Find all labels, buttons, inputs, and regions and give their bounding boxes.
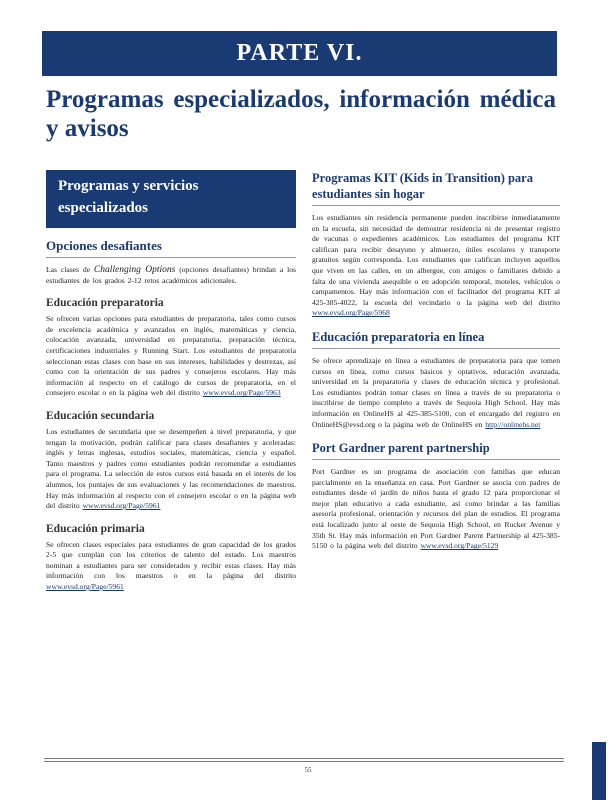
- kit-program-text: [312, 213, 560, 319]
- left-column: [46, 170, 296, 603]
- heading-kit-program: Programas KIT (Kids in Transition) para estudiantes sin hogar: [312, 171, 533, 201]
- text-part: Los estudiantes sin residencia permanente pueden inscribirse inmediatamente en la escuela, sin necesidad de demostrar residencia ni de presentar registro de vacunas o expedientes académicos. Los estudiantes del programa KIT califican para recibir desayuno y almuerzo, útiles escolares y transporte gratuitos según corresponda. Los estudiantes que califican incluyen aquellos que viven en las calles, en un albergue, con amigos o familiares debido a falta de una vivienda asequible o en adopción temporal, moteles, vehículos o campamentos. Hay más información con el facilitador del programa KIT al 425-385-4022, la escuela del vecindario o la página web del distrito: [312, 213, 560, 307]
- footer-rule-top: [44, 758, 564, 759]
- heading-rule: [46, 257, 296, 258]
- footer-rule-bottom: [44, 761, 564, 762]
- heading-online-high-school: Educación preparatoria en línea: [312, 329, 485, 344]
- port-gardner-link[interactable]: www.evsd.org/Page/5129: [420, 541, 499, 551]
- kit-program-link[interactable]: www.evsd.org/Page/5968: [312, 308, 390, 318]
- text-part: Se ofrecen clases especiales para estudiantes de gran capacidad de los grados 2-5 que cumplan con los criterios de talento del estado. Los maestros nominan a estudiantes para ser considerados y recibir estas clases. Hay más información con los maestros o en la página del distrito: [46, 539, 296, 581]
- text-part: Las clases de: [46, 265, 94, 274]
- port-gardner-text: [312, 467, 560, 552]
- elementary-text: [46, 540, 296, 593]
- program-name-italic: Challenging Options: [93, 265, 176, 275]
- middle-school-link[interactable]: www.evsd.org/Page/5961: [82, 501, 161, 511]
- page-title: Programas especializados, información médica y avisos: [46, 86, 556, 142]
- challenging-options-text: [46, 265, 296, 286]
- heading-elementary: Educación primaria: [46, 522, 145, 535]
- right-column: [312, 170, 560, 562]
- page-number: 55: [304, 766, 312, 774]
- heading-challenging-options: Opciones desafiantes: [46, 238, 162, 253]
- text-part: Port Gardner es un programa de asociación con familias que educan parcialmente en la enseñanza en casa. Port Gardner se asocia con padres de estudiantes desde el jardín de niños hasta el grado 12 para proporcionar el mejor plan educativo a cada estudiante, así como brindar a las familias asesoría profesional, orientación y recursos del plan de estudios. El programa está localizado junto al oeste de Sequoia High School, en Rucker Avenue y 35th St. Hay más información en Port Gardner Parent Partnership al 425-385-5150 o la página web del distrito: [312, 467, 560, 551]
- part-banner: PARTE VI.: [42, 31, 557, 76]
- heading-rule: [312, 459, 560, 460]
- high-school-text: [46, 314, 296, 399]
- online-high-school-text: [312, 356, 560, 430]
- text-part: (opciones desafiantes) brindan a los estudiantes de los grados 2-12 retos académicos adicionales.: [46, 265, 296, 285]
- section-box-title: Programas y servicios especializados: [46, 170, 296, 228]
- middle-school-text: [46, 427, 296, 512]
- text-part: Se ofrece aprendizaje en línea a estudiantes de preparatoria para que tomen cursos en línea, como cursos básicos y optativos, educación avanzada, universidad en la preparatoria y clases de educación técnica y profesional. Los estudiantes podrán tomar clases en línea a través de su preparatoria o inscribirse de tiempo completo a través de Sequoia High School. Hay más información en OnlineHS al 425-385-5100, con el encargado del registro en OnlineHS@evsd.org o la página web de OnlineHS en: [312, 355, 560, 429]
- online-high-school-link[interactable]: http://onlinehs.net: [485, 419, 541, 429]
- heading-rule: [312, 205, 560, 206]
- heading-rule: [312, 348, 560, 349]
- text-part: Se ofrecen varias opciones para estudiantes de preparatoria, tales como cursos de excelencia académica y avanzados en inglés, matemáticas y ciencia, colocación avanzada, universidad en preparatoria, preparación técnica, certificaciones industriales y Running Start. Los estudiantes de preparatoria seleccionan estas clases con base en sus intereses, habilidades y destrezas, así como con la orientación de sus padres y consejeros escolares. Hay más información al respecto en el catálogo de cursos de preparatoria, en el consejero escolar o en la página web del distrito: [46, 314, 296, 398]
- heading-high-school: Educación preparatoria: [46, 297, 164, 310]
- heading-middle-school: Educación secundaria: [46, 409, 155, 422]
- page-edge-tab: [592, 742, 606, 800]
- elementary-link[interactable]: www.evsd.org/Page/5961: [46, 582, 124, 592]
- text-part: Los estudiantes de secundaria que se desempeñen a nivel preparatoria, y que tengan la motivación, podrán calificar para clases desafiantes y aceleradas: inglés y letras inglesas, estudios sociales, matemáticas, ciencia y español. Tanto maestros y padres como estudiantes podrán recomendar a estudiantes para el programa. La selección de estos cursos está basada en el interés de los alumnos, los puntajes de sus evaluaciones y las recomendaciones de maestros. Hay más información al respecto con el consejero escolar o en la página web del distrito: [46, 426, 296, 511]
- high-school-link[interactable]: www.evsd.org/Page/5963: [202, 388, 281, 398]
- heading-port-gardner: Port Gardner parent partnership: [312, 441, 490, 456]
